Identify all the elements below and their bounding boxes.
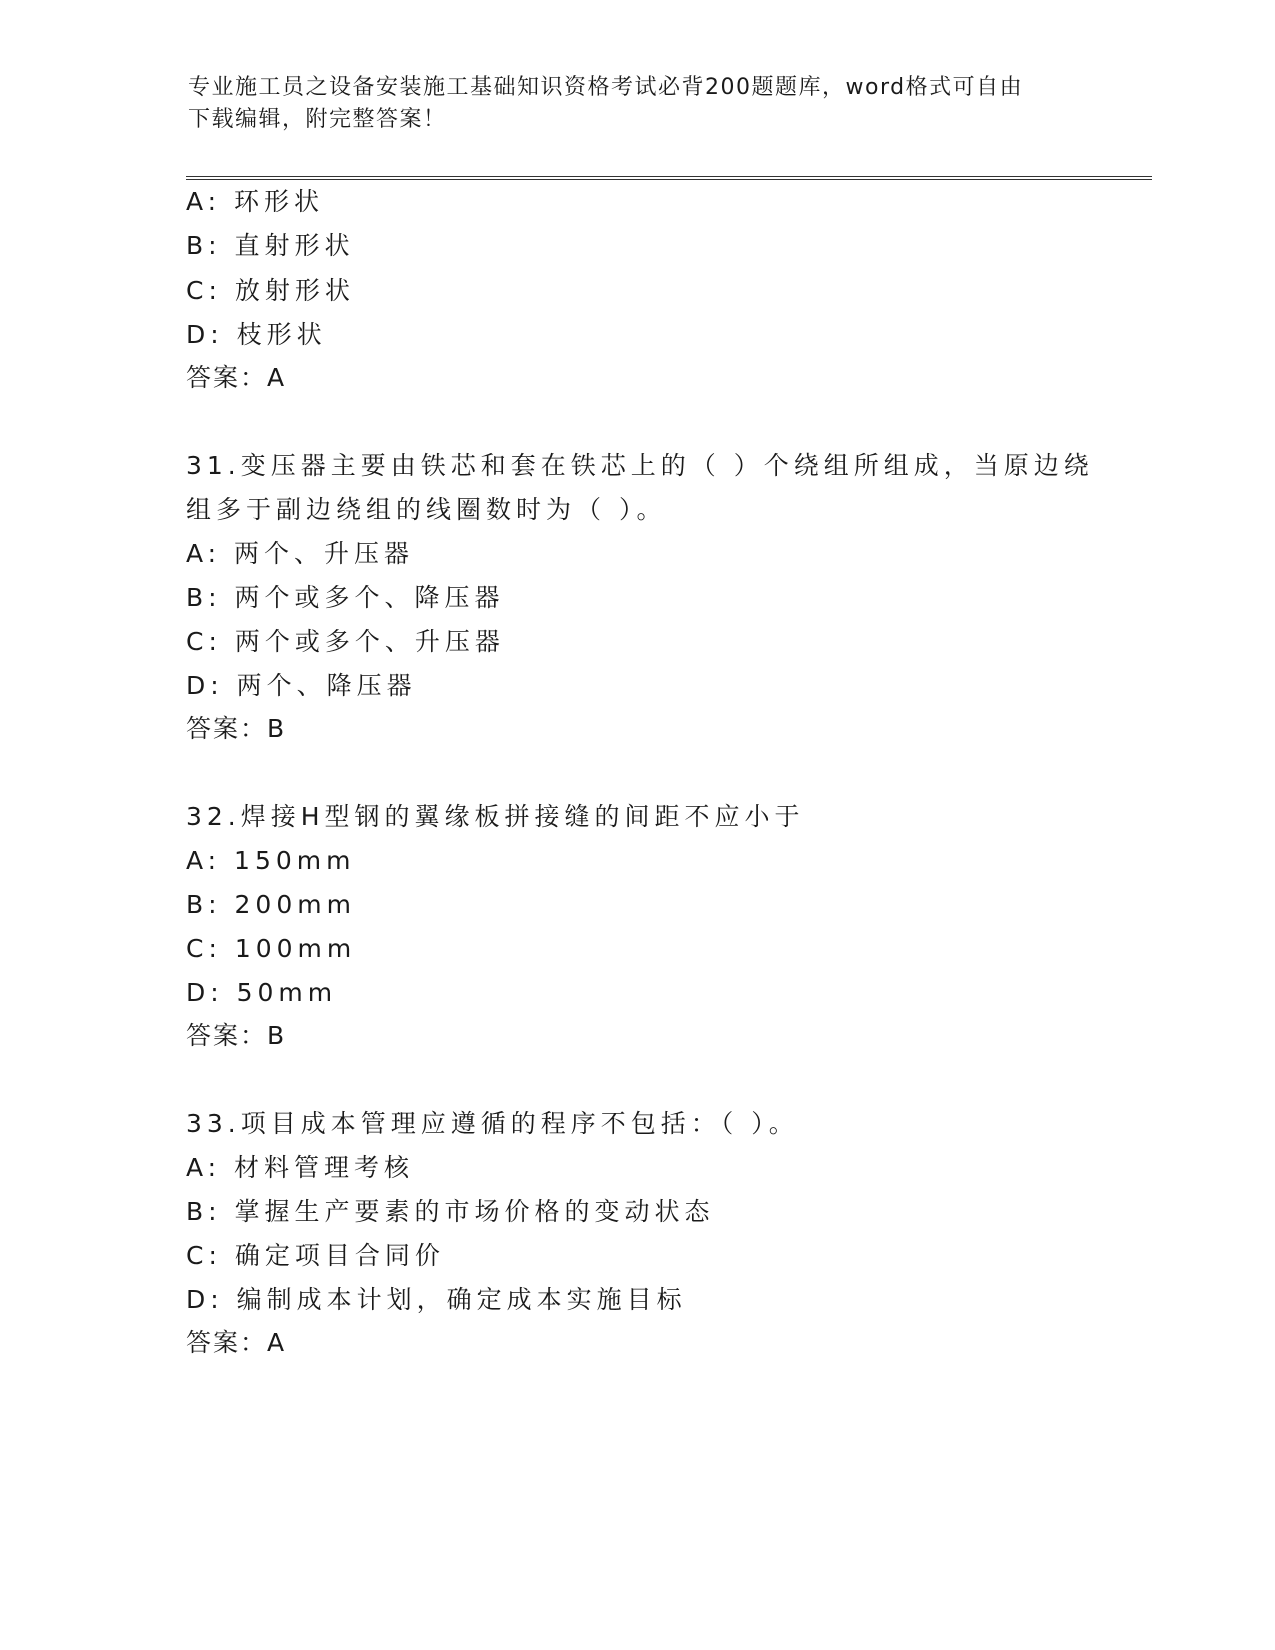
prev-question-option-c: C: 放射形状 <box>186 276 355 305</box>
question-33-option-d: D: 编制成本计划，确定成本实施目标 <box>186 1285 687 1314</box>
question-32-answer: 答案：B <box>186 1021 287 1050</box>
question-31-option-a: A: 两个、升压器 <box>186 539 415 568</box>
question-32-option-b: B: 200mm <box>186 890 356 919</box>
prev-question-option-a: A: 环形状 <box>186 187 325 216</box>
question-33-option-c: C: 确定项目合同价 <box>186 1241 445 1270</box>
question-31-answer: 答案：B <box>186 714 287 743</box>
question-31-stem-line-1: 31.变压器主要由铁芯和套在铁芯上的（ ）个绕组所组成，当原边绕 <box>186 451 1094 480</box>
question-33-stem: 33.项目成本管理应遵循的程序不包括：（ ）。 <box>186 1109 799 1138</box>
question-31-option-b: B: 两个或多个、降压器 <box>186 583 505 612</box>
question-31-stem-line-2: 组多于副边绕组的线圈数时为（ ）。 <box>186 495 667 524</box>
question-33-option-b: B: 掌握生产要素的市场价格的变动状态 <box>186 1197 715 1226</box>
header-title-line-1: 专业施工员之设备安装施工基础知识资格考试必背200题题库，word格式可自由 <box>188 75 1024 100</box>
prev-question-option-b: B: 直射形状 <box>186 231 355 260</box>
question-32-stem: 32.焊接H型钢的翼缘板拼接缝的间距不应小于 <box>186 802 805 831</box>
header-title-line-2: 下载编辑，附完整答案！ <box>188 107 447 132</box>
prev-question-option-d: D: 枝形状 <box>186 320 327 349</box>
document-header <box>188 72 1088 136</box>
header-divider <box>186 176 1152 180</box>
question-33-option-a: A: 材料管理考核 <box>186 1153 415 1182</box>
question-32-option-a: A: 150mm <box>186 846 356 875</box>
prev-question-answer: 答案：A <box>186 363 287 392</box>
question-31-option-c: C: 两个或多个、升压器 <box>186 627 505 656</box>
question-31-option-d: D: 两个、降压器 <box>186 671 417 700</box>
question-32-option-d: D: 50mm <box>186 978 338 1007</box>
question-32-option-c: C: 100mm <box>186 934 357 963</box>
question-33-answer: 答案：A <box>186 1328 287 1357</box>
